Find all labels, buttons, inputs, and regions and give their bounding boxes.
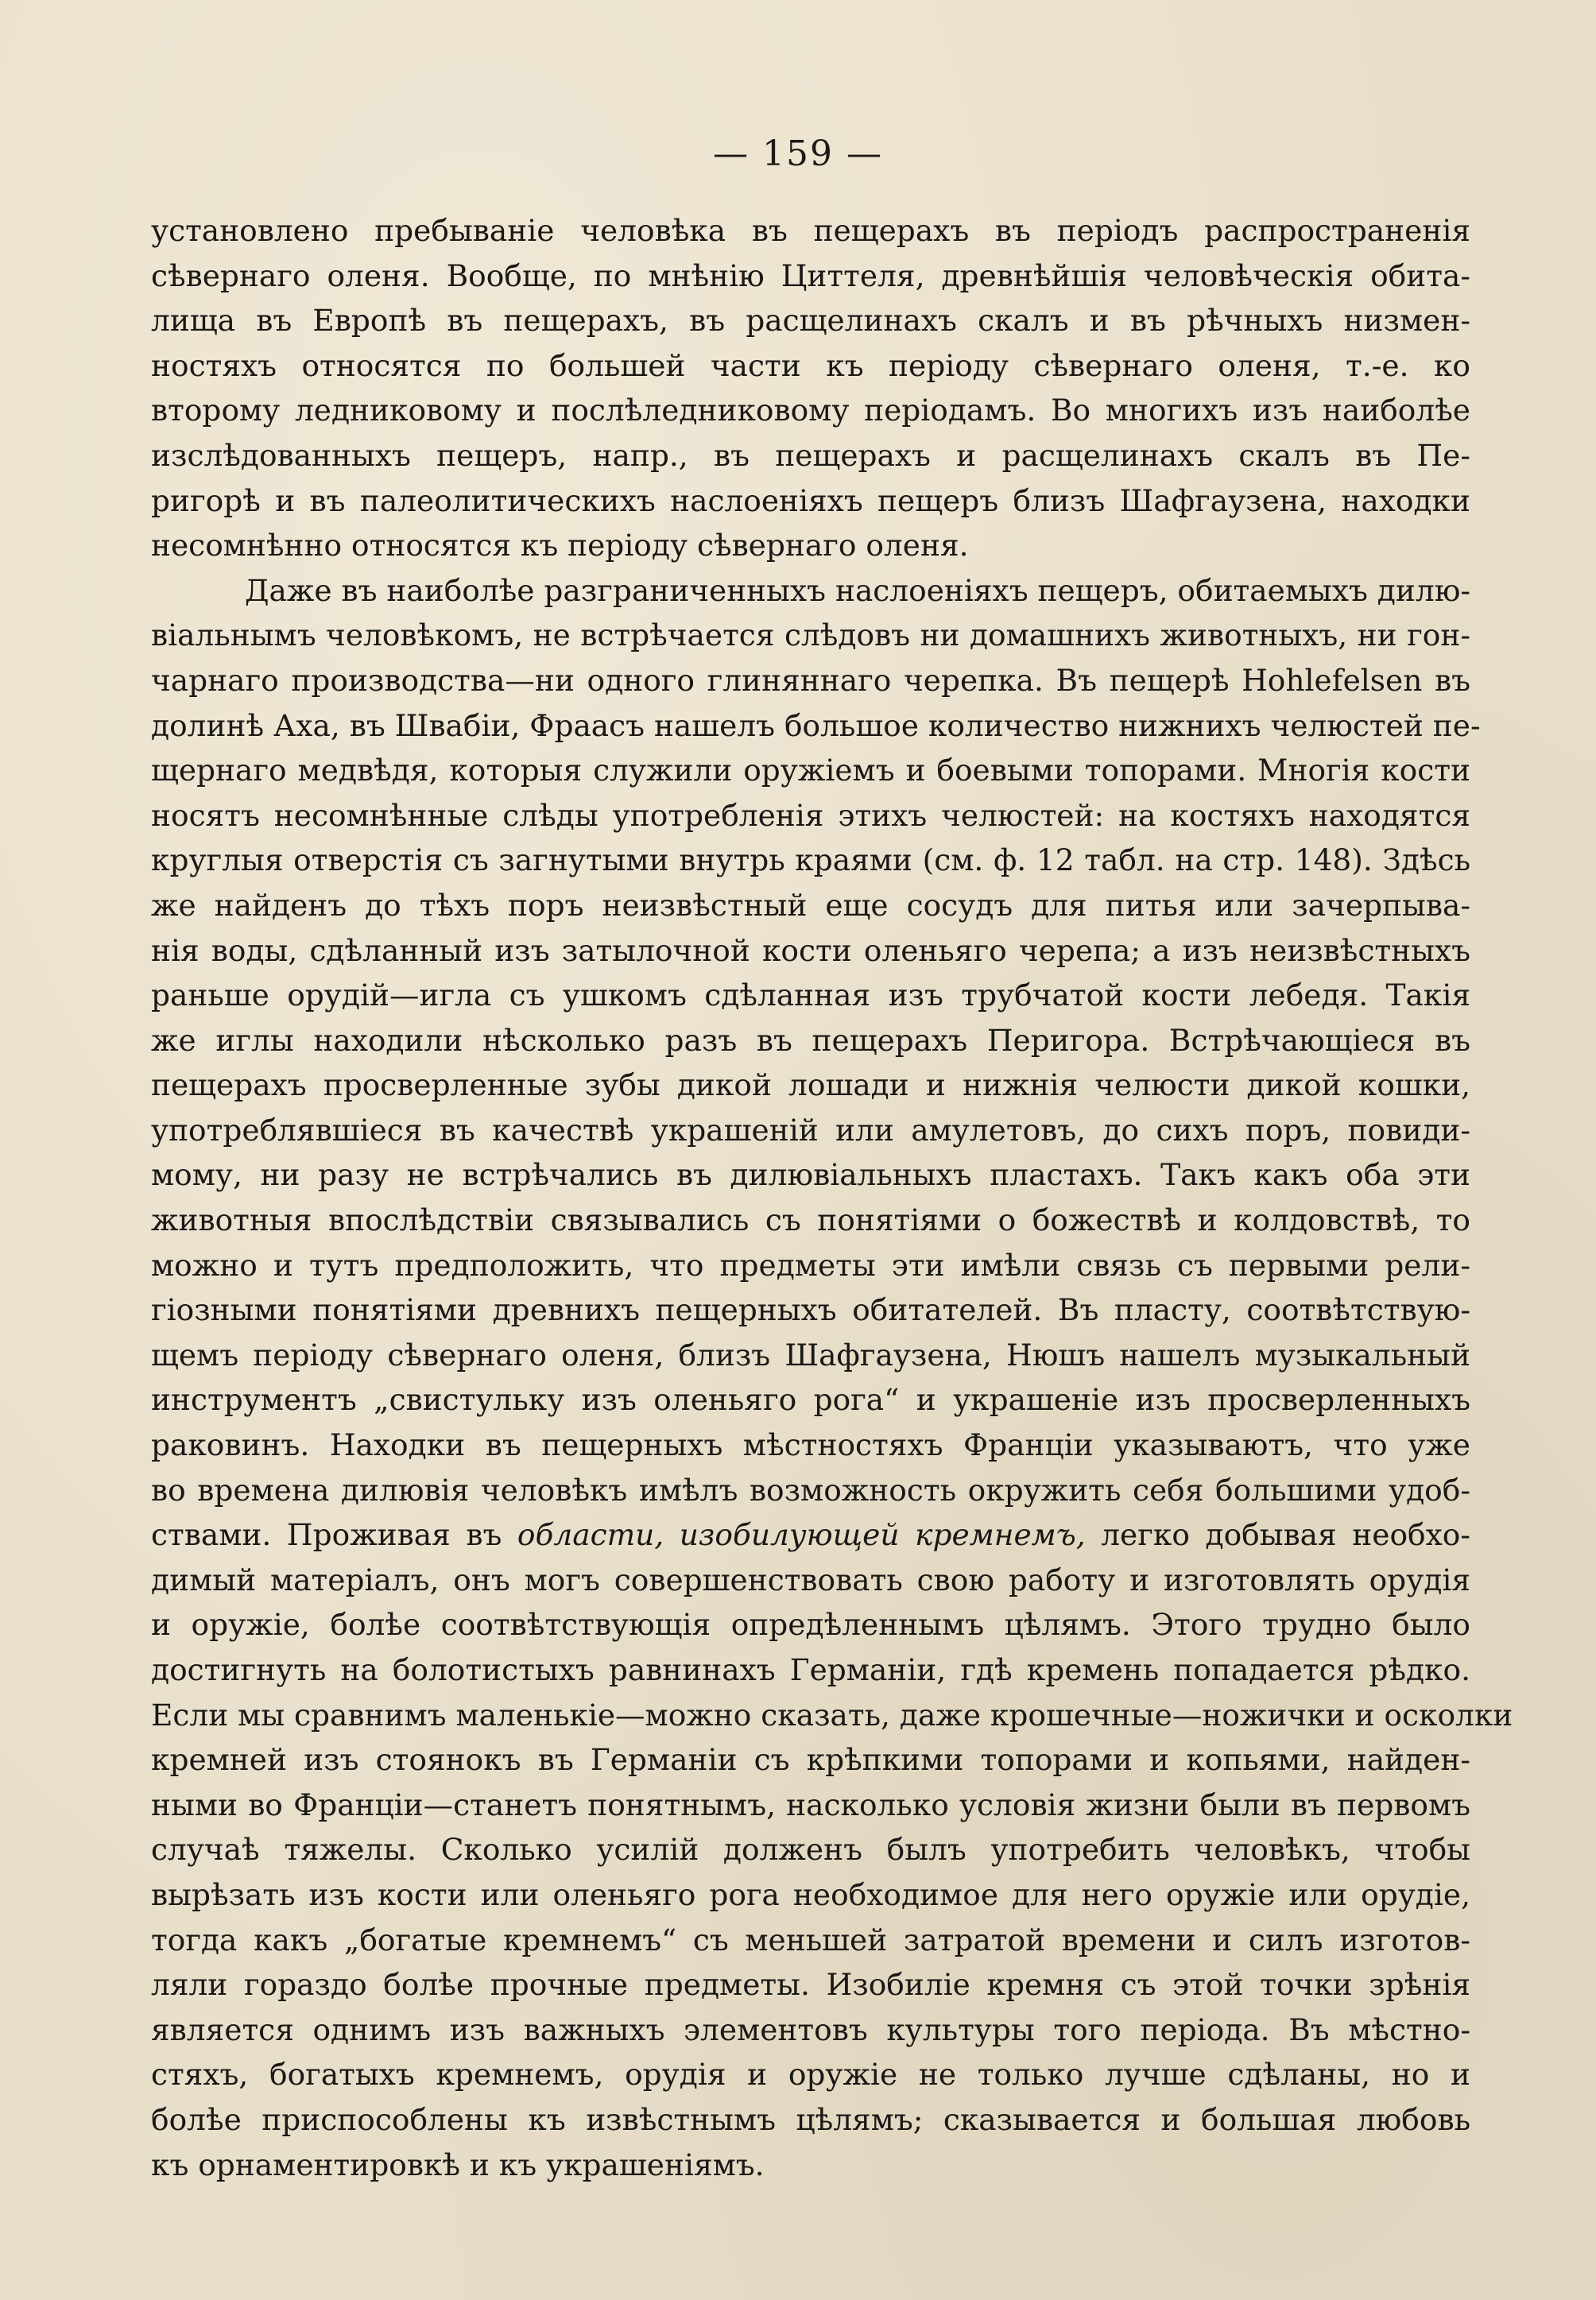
text-line: носятъ несомнѣнные слѣды употребленія этихъ челюстей: на костяхъ находятся — [151, 797, 1470, 833]
text-line: димый матеріалъ, онъ могъ совершенствовать свою работу и изготовлять орудія — [151, 1562, 1470, 1597]
text-line: тогда какъ „богатые кремнемъ“ съ меньшей затратой времени и силъ изготов- — [151, 1922, 1470, 1957]
text-line: изслѣдованныхъ пещеръ, напр., въ пещерахъ и расщелинахъ скалъ въ Пе- — [151, 437, 1470, 473]
page-number: — 159 — — [713, 134, 883, 174]
text-line: віальнымъ человѣкомъ, не встрѣчается слѣдовъ ни домашнихъ животныхъ, ни гон- — [151, 618, 1470, 653]
text-line: кремней изъ стоянокъ въ Германіи съ крѣпкими топорами и копьями, найден- — [151, 1742, 1470, 1778]
text-line: ствами. Проживая въ области, изобилующей кремнемъ, легко добывая необхо- — [151, 1517, 1471, 1553]
text-line: Даже въ наиболѣе разграниченныхъ наслоеніяхъ пещеръ, обитаемыхъ дилю- — [245, 572, 1471, 608]
text-line: можно и тутъ предположить, что предметы эти имѣли связь съ первыми рели- — [151, 1247, 1470, 1283]
text-line: Если мы сравнимъ маленькіе—можно сказать, даже крошечные—ножички и осколки — [151, 1697, 1513, 1733]
text-line: раковинъ. Находки въ пещерныхъ мѣстностяхъ Франціи указываютъ, что уже — [151, 1427, 1470, 1463]
text-line: ляли гораздо болѣе прочные предметы. Изобиліе кремня съ этой точки зрѣнія — [151, 1967, 1470, 2003]
text-line: и оружіе, болѣе соотвѣтствующія опредѣленнымъ цѣлямъ. Этого трудно было — [151, 1607, 1470, 1643]
text-line: сѣвернаго оленя. Вообще, по мнѣнію Циттеля, древнѣйшія человѣческія обита- — [151, 257, 1470, 293]
text-line: чарнаго производства—ни одного глиняннаго черепка. Въ пещерѣ Hohlefelsen въ — [151, 662, 1470, 698]
italic-phrase: области, изобилующей кремнемъ, — [517, 1517, 1086, 1553]
text-line: случаѣ тяжелы. Сколько усилій долженъ былъ употребить человѣкъ, чтобы — [151, 1832, 1470, 1868]
text-line: ностяхъ относятся по большей части къ періоду сѣвернаго оленя, т.-е. ко — [151, 347, 1470, 383]
text-line: мому, ни разу не встрѣчались въ дилювіальныхъ пластахъ. Такъ какъ оба эти — [151, 1157, 1470, 1193]
text-line: животныя впослѣдствіи связывались съ понятіями о божествѣ и колдовствѣ, то — [151, 1202, 1470, 1238]
text-line: ригорѣ и въ палеолитическихъ наслоеніяхъ пещеръ близъ Шафгаузена, находки — [151, 482, 1470, 518]
text-line: несомнѣнно относятся къ періоду сѣвернаго оленя. — [151, 528, 969, 563]
body-text — [151, 208, 1513, 2187]
text-line: установлено пребываніе человѣка въ пещерахъ въ періодъ распространенія — [151, 213, 1470, 248]
text-line: болѣе приспособлены къ извѣстнымъ цѣлямъ; сказывается и большая любовь — [151, 2101, 1470, 2137]
text-line: второму ледниковому и послѣледниковому періодамъ. Во многихъ изъ наиболѣе — [151, 393, 1470, 428]
text-line: достигнуть на болотистыхъ равнинахъ Германіи, гдѣ кремень попадается рѣдко. — [151, 1652, 1470, 1687]
text-line: употреблявшіеся въ качествѣ украшеній или амулетовъ, до сихъ поръ, повиди- — [151, 1112, 1470, 1148]
text-line: ными во Франціи—станетъ понятнымъ, насколько условія жизни были въ первомъ — [151, 1787, 1470, 1822]
text-line: круглыя отверстія съ загнутыми внутрь краями (см. ф. 12 табл. на стр. 148). Здѣсь — [151, 842, 1470, 878]
text-line: щемъ періоду сѣвернаго оленя, близъ Шафгаузена, Нюшъ нашелъ музыкальный — [151, 1337, 1470, 1373]
text-line: пещерахъ просверленные зубы дикой лошади и нижнія челюсти дикой кошки, — [151, 1067, 1470, 1103]
text-line: нія воды, сдѣланный изъ затылочной кости оленьяго черепа; а изъ неизвѣстныхъ — [151, 932, 1470, 968]
text-line: является однимъ изъ важныхъ элементовъ культуры того періода. Въ мѣстно- — [151, 2012, 1470, 2047]
text-line: гіозными понятіями древнихъ пещерныхъ обитателей. Въ пласту, соотвѣтствую- — [151, 1292, 1470, 1328]
text-line: же иглы находили нѣсколько разъ въ пещерахъ Перигора. Встрѣчающіеся въ — [151, 1022, 1470, 1058]
text-line: вырѣзать изъ кости или оленьяго рога необходимое для него оружіе или орудіе, — [151, 1876, 1470, 1912]
text-line: во времена дилювія человѣкъ имѣлъ возможность окружить себя большими удоб- — [151, 1472, 1470, 1508]
text-line: щернаго медвѣдя, которыя служили оружіемъ и боевыми топорами. Многія кости — [151, 753, 1470, 788]
text-line: лища въ Европѣ въ пещерахъ, въ расщелинахъ скалъ и въ рѣчныхъ низмен- — [151, 303, 1470, 339]
text-line: же найденъ до тѣхъ поръ неизвѣстный еще сосудъ для питья или зачерпыва- — [151, 887, 1470, 923]
text-line: раньше орудій—игла съ ушкомъ сдѣланная изъ трубчатой кости лебедя. Такія — [151, 978, 1470, 1013]
text-line: долинѣ Аха, въ Швабіи, Фраасъ нашелъ большое количество нижнихъ челюстей пе- — [151, 707, 1481, 743]
text-line: инструментъ „свистульку изъ оленьяго рога“ и украшеніе изъ просверленныхъ — [151, 1382, 1470, 1418]
text-line: къ орнаментировкѣ и къ украшеніямъ. — [151, 2147, 765, 2182]
text-line: стяхъ, богатыхъ кремнемъ, орудія и оружіе не только лучше сдѣланы, но и — [151, 2057, 1470, 2093]
